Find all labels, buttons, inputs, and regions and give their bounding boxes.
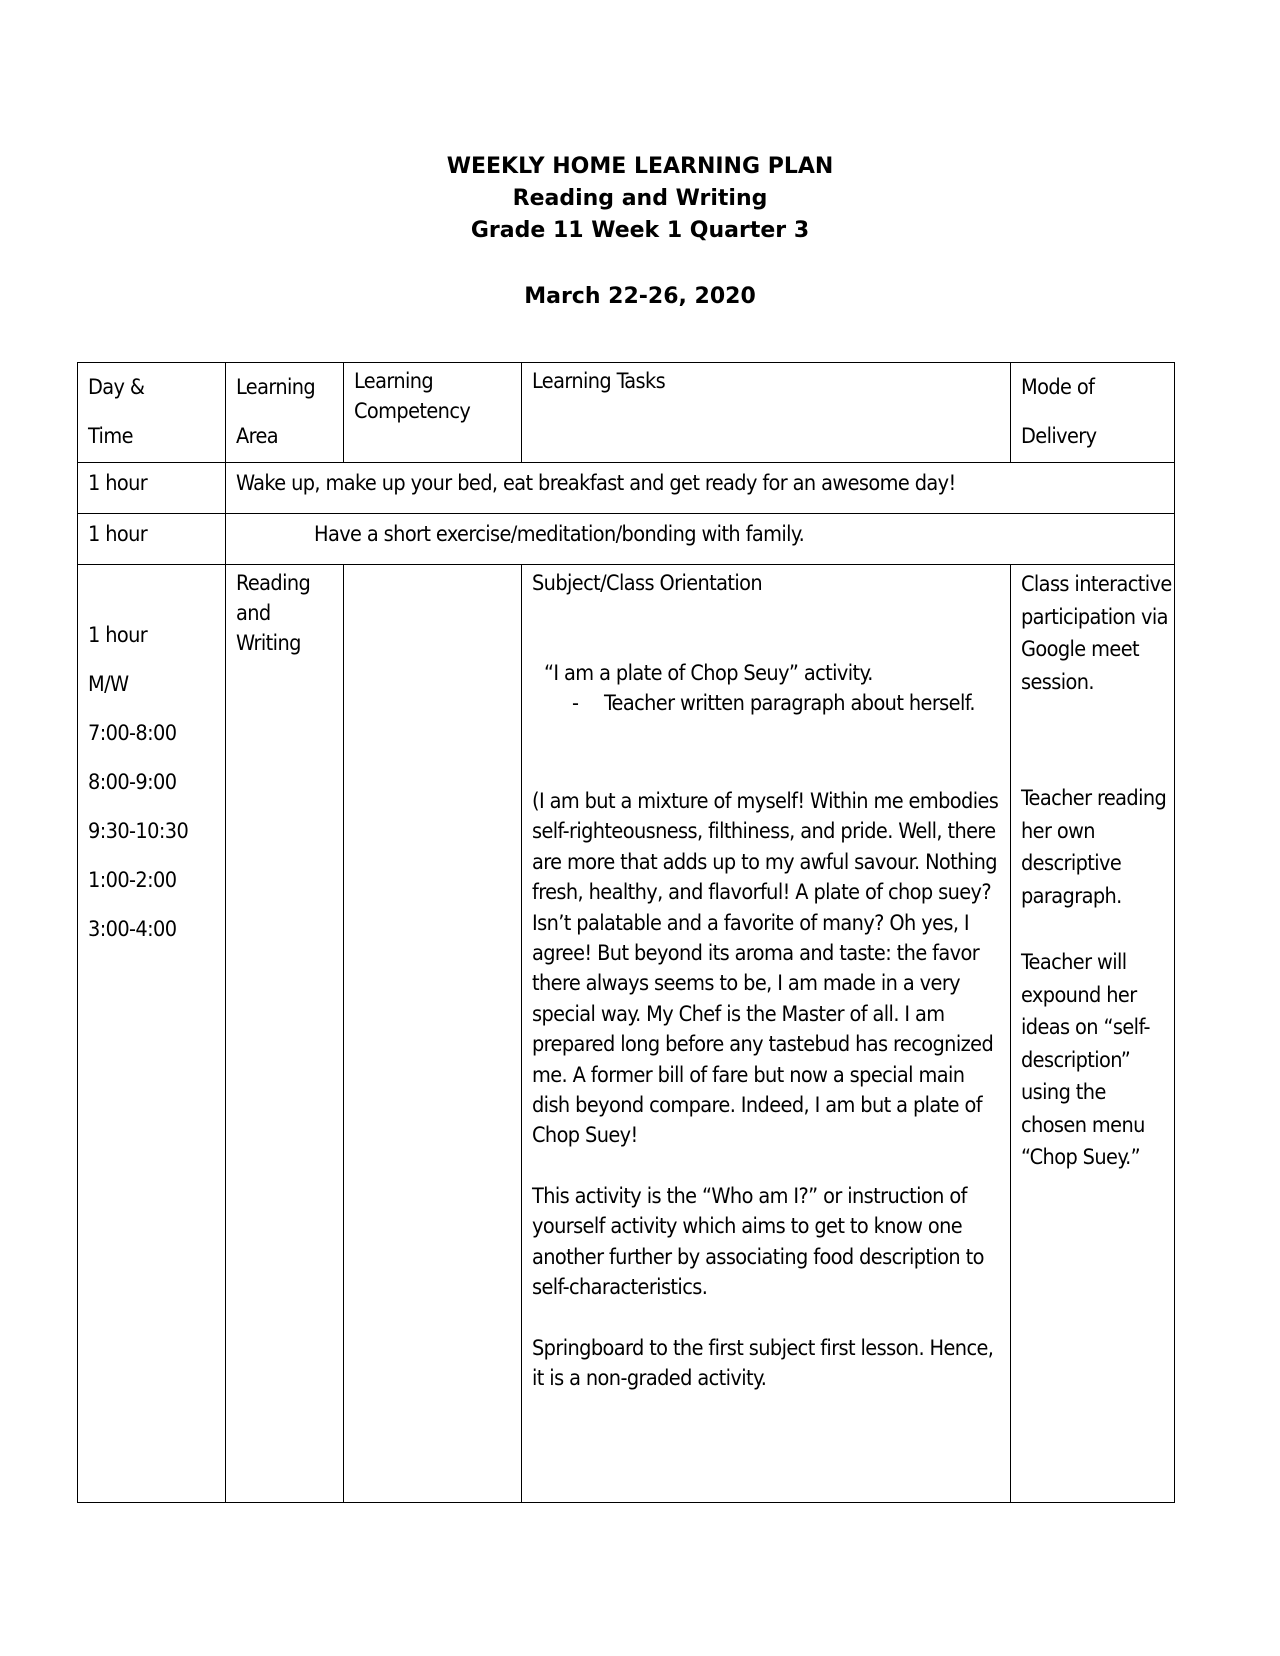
header-mode-line1: Mode of <box>1021 375 1095 400</box>
header-tasks-label: Learning Tasks <box>532 369 666 394</box>
routine-text: Have a short exercise/meditation/bonding with family. <box>226 514 1175 565</box>
time-slot: 7:00-8:00 <box>88 721 177 746</box>
learning-tasks-cell <box>522 565 1011 1503</box>
table-row <box>78 463 1175 514</box>
days: M/W <box>88 672 129 697</box>
header-day-time <box>78 363 226 463</box>
mode-3: Teacher will expound her ideas on “self-description” using the chosen menu “Chop Suey.” <box>1021 950 1150 1170</box>
bullet-dash: - <box>572 691 579 716</box>
mode-of-delivery-cell <box>1011 565 1175 1503</box>
duration: 1 hour <box>88 623 148 648</box>
table-row <box>78 514 1175 565</box>
table-header-row <box>78 363 1175 463</box>
activity-explanation: This activity is the “Who am I?” or instruction of yourself activity which aims to get to know one another further by associating food description to self-characteristics. <box>532 1183 984 1301</box>
header-mode-of-delivery <box>1011 363 1175 463</box>
header-learning-competency <box>344 363 522 463</box>
header-competency-label: Learning Competency <box>354 369 471 424</box>
header-mode-line2: Delivery <box>1021 424 1097 449</box>
mode-2: Teacher reading her own descriptive paragraph. <box>1021 786 1167 909</box>
orientation-text: Subject/Class Orientation <box>532 571 763 596</box>
header-day-time-line2: Time <box>88 424 133 449</box>
chop-suey-paragraph: (I am but a mixture of myself! Within me embodies self-righteousness, filthiness, and pride. Well, there are more that adds up to my awful savour. Nothing fresh, healthy, and flavorful! A plate of chop suey? Isn’t palatable and a favorite of many? Oh yes, I agree! But beyond its aroma and taste: the favor there always seems to be, I am made in a very special way. My Chef is the Master of all. I am prepared long before any tastebud has recognized me. A former bill of fare but now a special main dish beyond compare. Indeed, I am but a plate of Chop Suey! <box>532 789 999 1149</box>
routine-text: Wake up, make up your bed, eat breakfast and get ready for an awesome day! <box>226 463 1175 514</box>
time-slot: 8:00-9:00 <box>88 770 177 795</box>
header-day-time-line1: Day & <box>88 375 145 400</box>
bullet-text: Teacher written paragraph about herself. <box>604 691 975 716</box>
time-slot: 9:30-10:30 <box>88 819 189 844</box>
learning-competency-cell <box>344 565 522 1503</box>
header-area-line2: Area <box>236 424 279 449</box>
springboard-note: Springboard to the first subject first lesson. Hence, it is a non-graded activity. <box>532 1335 994 1391</box>
subject-title: Reading and Writing <box>512 186 768 211</box>
routine-time: 1 hour <box>78 463 226 514</box>
time-slot: 1:00-2:00 <box>88 868 177 893</box>
header-area-line1: Learning <box>236 375 316 400</box>
table-row <box>78 565 1175 1503</box>
page-title: WEEKLY HOME LEARNING PLAN <box>446 154 834 179</box>
learning-plan-table <box>77 362 1175 1503</box>
list-item <box>532 689 1010 719</box>
routine-time: 1 hour <box>78 514 226 565</box>
time-slot: 3:00-4:00 <box>88 917 177 942</box>
mode-1: Class interactive participation via Google meet session. <box>1021 572 1172 695</box>
activity-title: “I am a plate of Chop Seuy” activity. <box>544 661 873 686</box>
grade-week-quarter: Grade 11 Week 1 Quarter 3 <box>470 218 810 243</box>
header-learning-tasks <box>522 363 1011 463</box>
date-range: March 22-26, 2020 <box>524 284 756 309</box>
schedule-cell <box>78 565 226 1503</box>
learning-area-cell: Reading and Writing <box>226 565 344 1503</box>
header-learning-area <box>226 363 344 463</box>
